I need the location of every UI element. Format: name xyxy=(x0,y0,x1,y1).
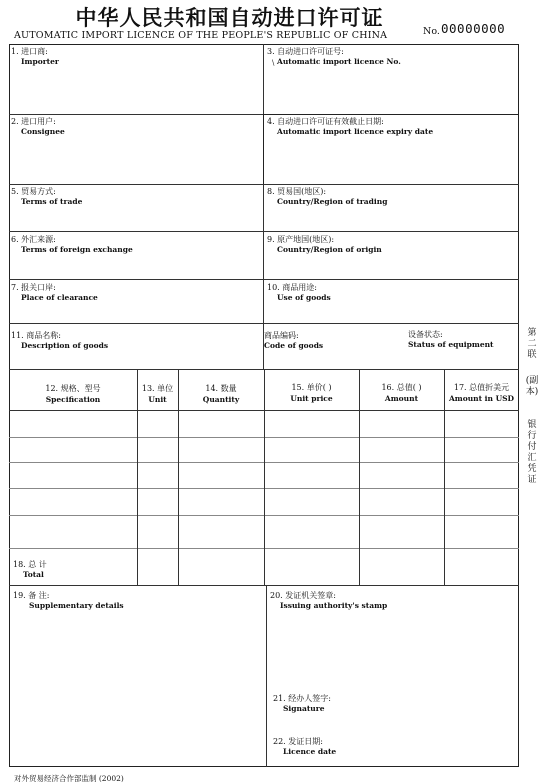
field-9-label-cn: 9. 原产地国(地区): xyxy=(267,235,335,244)
rule xyxy=(9,279,519,280)
field-22-licence-date[interactable] xyxy=(273,737,336,757)
field-code-of-goods[interactable] xyxy=(264,331,323,351)
field-10-label-en: Use of goods xyxy=(277,293,331,302)
field-20-label-en: Issuing authority's stamp xyxy=(280,601,388,610)
rule xyxy=(9,231,519,232)
field-equipment-status[interactable] xyxy=(408,330,494,350)
field-21-label-en: Signature xyxy=(283,704,325,713)
col-13-cn: 13. 单位 xyxy=(141,384,174,393)
field-4-label-cn: 4. 自动进口许可证有效截止日期: xyxy=(267,117,384,126)
field-9-label-en: Country/Region of origin xyxy=(277,245,382,254)
col-17-en: Amount in USD xyxy=(448,394,515,403)
status-label-en: Status of equipment xyxy=(408,340,494,349)
col-16-en: Amount xyxy=(384,394,419,403)
column-header-specification xyxy=(9,383,137,405)
total-label-en: Total xyxy=(23,570,44,579)
field-3-label-en: Automatic import licence No. xyxy=(277,57,401,66)
field-5-label-en: Terms of trade xyxy=(21,197,83,206)
field-7-label-cn: 7. 报关口岸: xyxy=(11,283,56,292)
column-header-unit-price xyxy=(264,382,359,404)
field-1-importer[interactable] xyxy=(11,47,59,67)
licence-number: 00000000 xyxy=(441,21,506,36)
field-3-label-cn: 3. 自动进口许可证号: xyxy=(267,47,344,56)
field-22-label-en: Licence date xyxy=(283,747,337,756)
field-11-description[interactable] xyxy=(11,331,108,351)
col-15-en: Unit price xyxy=(290,394,333,403)
field-4-expiry-date[interactable] xyxy=(267,117,433,137)
side-copy-type: (副本) xyxy=(525,376,539,397)
field-5-label-cn: 5. 贸易方式: xyxy=(11,187,56,196)
field-21-label-cn: 21. 经办人签字: xyxy=(273,694,331,703)
field-3-licence-no[interactable] xyxy=(267,47,401,67)
rule xyxy=(9,323,519,324)
field-1-label-cn: 1. 进口商: xyxy=(11,47,48,56)
field-4-label-en: Automatic import licence expiry date xyxy=(277,127,434,136)
field-2-label-cn: 2. 进口用户: xyxy=(11,117,56,126)
field-18-total xyxy=(13,560,47,580)
field-19-label-en: Supplementary details xyxy=(29,601,124,610)
field-20-label-cn: 20. 发证机关签章: xyxy=(270,591,336,600)
field-2-label-en: Consignee xyxy=(21,127,65,136)
col-15-cn: 15. 单价( ) xyxy=(291,383,332,392)
col-14-cn: 14. 数量 xyxy=(205,384,237,393)
licence-number-label: No. xyxy=(423,26,440,37)
footer-issuer: 对外贸易经济合作部监制 (2002) xyxy=(14,774,124,783)
total-label-cn: 18. 总 计 xyxy=(13,560,47,569)
field-21-signature[interactable] xyxy=(273,694,331,714)
form-title-en: AUTOMATIC IMPORT LICENCE OF THE PEOPLE'S REPUBLIC OF CHINA xyxy=(14,30,388,41)
col-16-cn: 16. 总值( ) xyxy=(381,383,422,392)
field-8-trading-country[interactable] xyxy=(267,187,387,207)
field-9-origin-country[interactable] xyxy=(267,235,382,255)
column-header-quantity xyxy=(178,383,264,405)
field-19-supplementary[interactable] xyxy=(13,591,124,611)
side-copy-purpose: 银行付汇凭证 xyxy=(527,420,537,485)
field-6-label-cn: 6. 外汇来源: xyxy=(11,235,56,244)
status-label-cn: 设备状态: xyxy=(408,330,443,339)
column-header-amount-usd xyxy=(444,382,519,404)
code-label-cn: 商品编码: xyxy=(264,331,299,340)
rule xyxy=(9,585,519,586)
column-header-amount xyxy=(359,382,444,404)
field-7-label-en: Place of clearance xyxy=(21,293,98,302)
field-6-foreign-exchange[interactable] xyxy=(11,235,133,255)
col-17-cn: 17. 总值折美元 xyxy=(453,383,510,392)
field-8-label-en: Country/Region of trading xyxy=(277,197,388,206)
code-label-en: Code of goods xyxy=(264,341,324,350)
col-12-en: Specification xyxy=(45,395,101,404)
side-copy-number: 第二联 xyxy=(527,328,537,360)
field-1-label-en: Importer xyxy=(21,57,59,66)
rule xyxy=(9,114,263,115)
field-6-label-en: Terms of foreign exchange xyxy=(21,245,133,254)
field-8-label-cn: 8. 贸易国(地区): xyxy=(267,187,327,196)
divider-upper xyxy=(263,44,264,369)
column-header-unit xyxy=(137,383,178,405)
col-13-en: Unit xyxy=(148,395,167,404)
field-19-label-cn: 19. 备 注: xyxy=(13,591,50,600)
field-10-use-of-goods[interactable] xyxy=(267,283,331,303)
field-5-terms-of-trade[interactable] xyxy=(11,187,82,207)
field-10-label-cn: 10. 商品用途: xyxy=(267,283,317,292)
stray-mark: \ xyxy=(272,59,275,67)
field-22-label-cn: 22. 发证日期: xyxy=(273,737,323,746)
divider-lower xyxy=(266,585,267,767)
field-11-label-en: Description of goods xyxy=(21,341,109,350)
col-14-en: Quantity xyxy=(202,395,240,404)
field-7-place-of-clearance[interactable] xyxy=(11,283,98,303)
rule xyxy=(9,184,519,185)
field-20-issuing-stamp[interactable] xyxy=(270,591,387,611)
field-11-label-cn: 11. 商品名称: xyxy=(11,331,61,340)
col-12-cn: 12. 规格、型号 xyxy=(45,384,101,393)
field-2-consignee[interactable] xyxy=(11,117,65,137)
form-title-cn: 中华人民共和国自动进口许可证 xyxy=(75,6,384,30)
